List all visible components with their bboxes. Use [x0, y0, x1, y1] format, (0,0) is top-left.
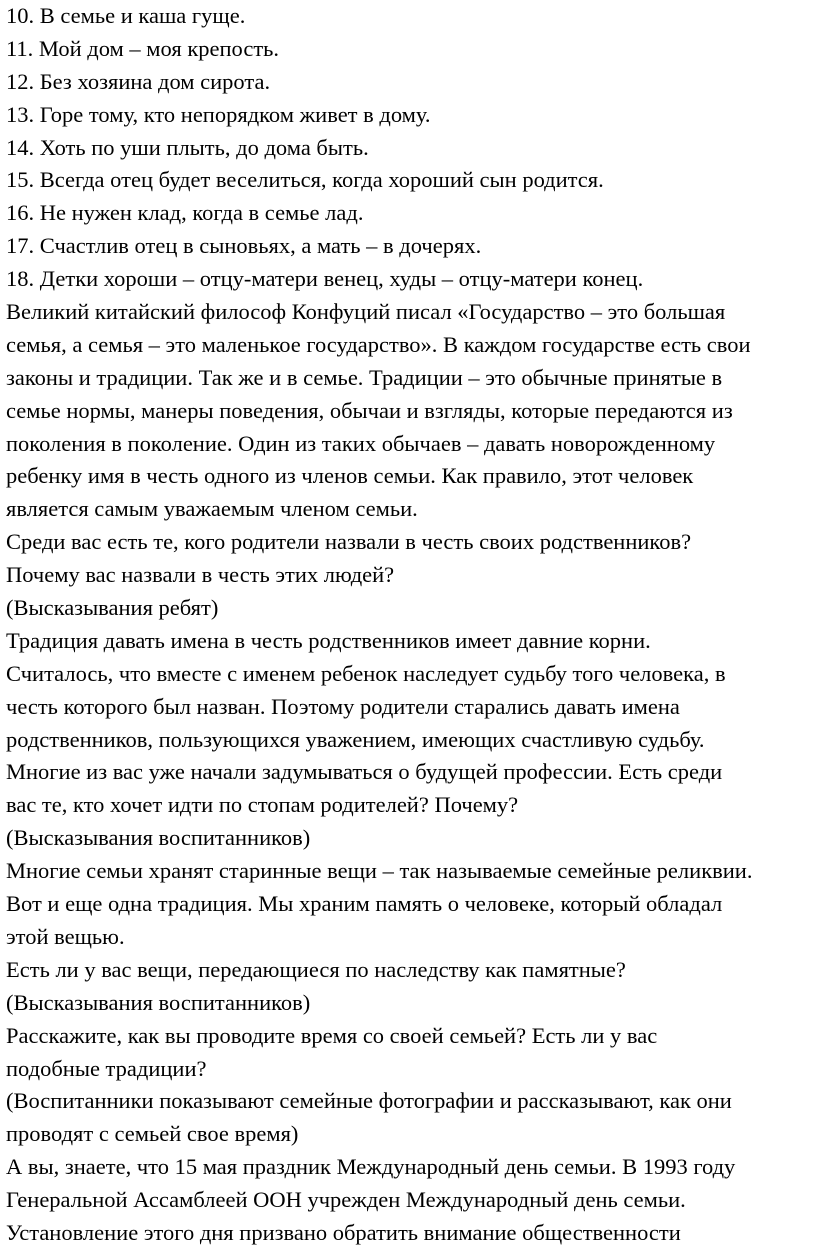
proverb-15: 15. Всегда отец будет веселиться, когда хороший сын родится. [6, 167, 604, 193]
text-line: Считалось, что вместе с именем ребенок наследует судьбу того человека, в [6, 660, 726, 686]
text-line: Вот и еще одна традиция. Мы храним память о человеке, который обладал [6, 891, 723, 917]
text-line: ребенку имя в честь одного из членов семьи. Как правило, этот человек [6, 463, 694, 489]
proverb-10: 10. В семье и каша гуще. [6, 3, 246, 28]
proverb-18: 18. Детки хороши – отцу-матери венец, худы – отцу-матери конец. [6, 266, 644, 292]
proverb-12: 12. Без хозяина дом сирота. [6, 68, 271, 94]
text-line: законы и традиции. Так же и в семье. Традиции – это обычные принятые в [6, 364, 723, 390]
proverb-13: 13. Горе тому, кто непорядком живет в дому. [6, 101, 431, 127]
text-line: поколения в поколение. Один из таких обычаев – давать новорожденному [6, 430, 716, 456]
text-line: Великий китайский философ Конфуций писал «Государство – это большая [6, 299, 726, 325]
question-line: вас те, кто хочет идти по стопам родителей? Почему? [6, 792, 519, 818]
document-page [6, 0, 814, 1250]
proverb-11: 11. Мой дом – моя крепость. [6, 35, 280, 61]
text-line: Многие семьи хранят старинные вещи – так называемые семейные реликвии. [6, 858, 753, 884]
question-line: Среди вас есть те, кого родители назвали в честь своих родственников? [6, 529, 692, 555]
stage-direction: (Высказывания воспитанников) [6, 825, 311, 851]
text-line: семья, а семья – это маленькое государство». В каждом государстве есть свои [6, 331, 751, 357]
question-line: Почему вас назвали в честь этих людей? [6, 562, 395, 588]
text-line: А вы, знаете, что 15 мая праздник Международный день семьи. В 1993 году [6, 1154, 736, 1180]
proverb-14: 14. Хоть по уши плыть, до дома быть. [6, 134, 369, 160]
text-line: честь которого был назван. Поэтому родители старались давать имена [6, 693, 680, 719]
question-line: Расскажите, как вы проводите время со своей семьей? Есть ли у вас [6, 1022, 658, 1048]
text-line: Генеральной Ассамблеей ООН учрежден Международный день семьи. [6, 1187, 686, 1213]
question-line: подобные традиции? [6, 1055, 207, 1081]
text-line: Традиция давать имена в честь родственников имеет давние корни. [6, 627, 651, 653]
proverb-17: 17. Счастлив отец в сыновьях, а мать – в дочерях. [6, 233, 482, 259]
text-line: этой вещью. [6, 923, 125, 949]
stage-direction: проводят с семьей свое время) [6, 1121, 299, 1147]
text-line: родственников, пользующихся уважением, имеющих счастливую судьбу. [6, 726, 705, 752]
stage-direction: (Воспитанники показывают семейные фотографии и рассказывают, как они [6, 1088, 732, 1114]
text-line: является самым уважаемым членом семьи. [6, 496, 418, 522]
proverb-16: 16. Не нужен клад, когда в семье лад. [6, 200, 364, 226]
question-line: Многие из вас уже начали задумываться о будущей профессии. Есть среди [6, 759, 723, 785]
text-line: Установление этого дня призвано обратить внимание общественности [6, 1219, 681, 1245]
text-line: семье нормы, манеры поведения, обычаи и взгляды, которые передаются из [6, 397, 733, 423]
stage-direction: (Высказывания воспитанников) [6, 989, 311, 1015]
stage-direction: (Высказывания ребят) [6, 595, 219, 621]
question-line: Есть ли у вас вещи, передающиеся по наследству как памятные? [6, 956, 626, 982]
